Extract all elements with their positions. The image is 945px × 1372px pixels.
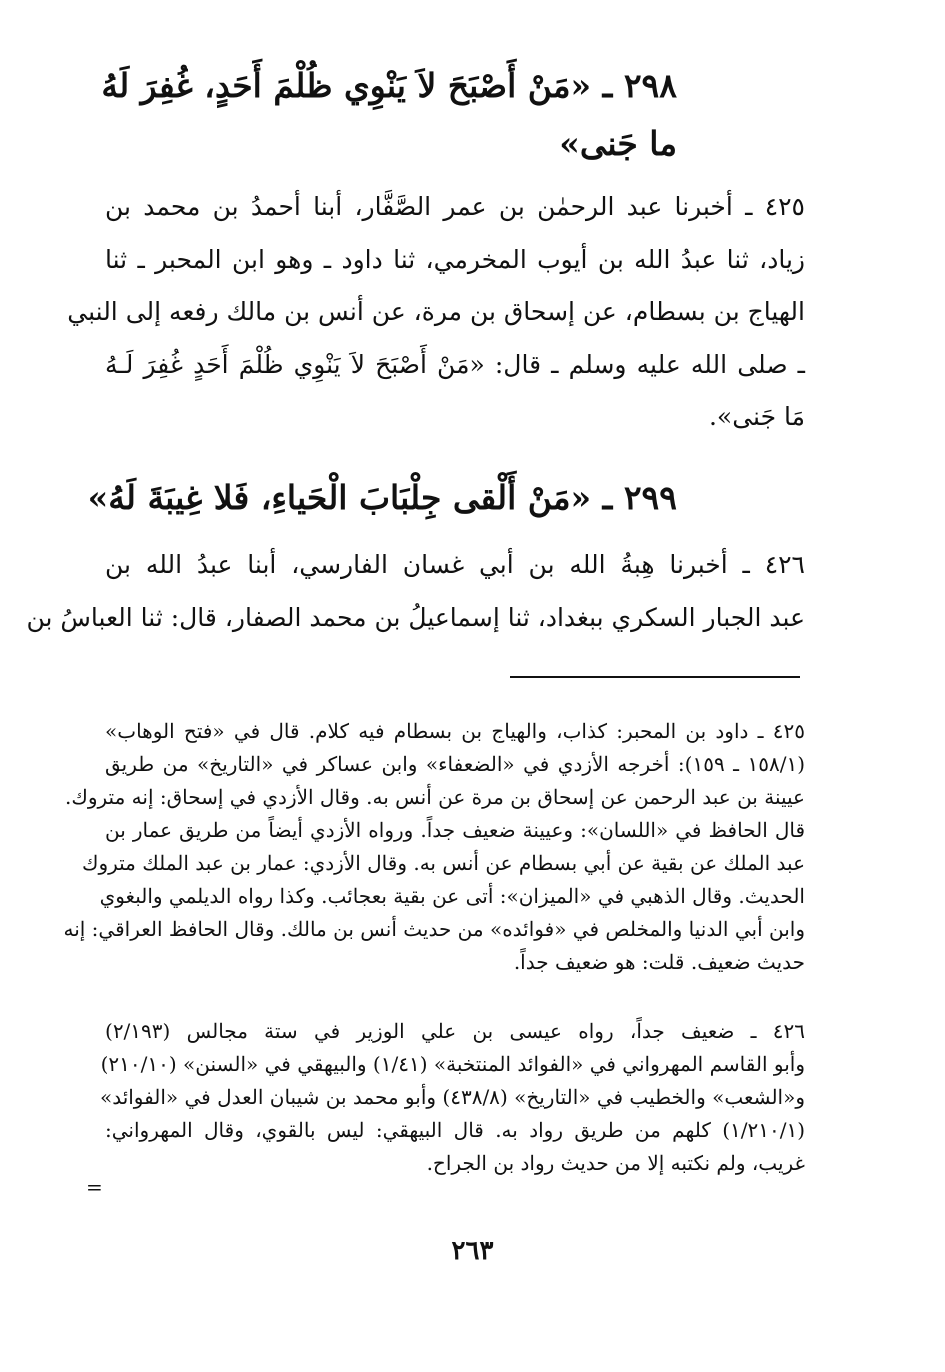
- heading-299: ٢٩٩ ـ «مَنْ أَلْقى جِلْبَابَ الْحَياءِ، فَلا غِيبَةَ لَهُ»: [87, 478, 677, 517]
- footnote-425-line-1: ٤٢٥ ـ داود بن المحبر: كذاب، والهياج بن بسطام فيه كلام. قال في «فتح الوهاب»: [105, 719, 805, 743]
- footnote-426-line-2: وأبو القاسم المهرواني في «الفوائد المنتخبة» (١/٤١) والبيهقي في «السنن» (٢١٠/١٠): [100, 1052, 805, 1076]
- heading-298-line2: ما جَنى»: [559, 124, 677, 163]
- hadith-425-line-2: زياد، ثنا عبدُ الله بن أيوب المخرمي، ثنا داود ـ وهو ابن المحبر ـ ثنا: [105, 245, 805, 274]
- footnote-425-line-5: عبد الملك عن بقية عن أبي بسطام عن أنس به. وقال الأزدي: عمار بن عبد الملك متروك: [81, 851, 805, 875]
- footnote-426-line-4: (١/٢١٠/١) كلهم من طريق رواد به. قال البيهقي: ليس بالقوي، وقال المهرواني:: [105, 1118, 805, 1142]
- hadith-425-line-5: مَا جَنى».: [708, 402, 805, 431]
- heading-298-line1: ٢٩٨ ـ «مَنْ أَصْبَحَ لاَ يَنْوِي ظُلْمَ أَحَدٍ، غُفِرَ لَهُ: [101, 66, 677, 105]
- continuation-mark: =: [86, 1175, 103, 1199]
- hadith-426-line-2: عبد الجبار السكري ببغداد، ثنا إسماعيلُ بن محمد الصفار، قال: ثنا العباسُ بن: [26, 603, 805, 632]
- footnote-425-line-4: قال الحافظ في «اللسان»: وعيينة ضعيف جداً. ورواه الأزدي أيضاً من طريق عمار بن: [105, 818, 805, 842]
- footnote-425-line-6: الحديث. وقال الذهبي في «الميزان»: أتى عن بقية بعجائب. وكذا رواه الديلمي والبغوي: [99, 884, 805, 908]
- hadith-425-line-3: الهياج بن بسطام، عن إسحاق بن مرة، عن أنس بن مالك رفعه إلى النبي: [67, 297, 805, 326]
- footnote-separator: [510, 676, 800, 678]
- footnote-425-line-3: عيينة بن عبد الرحمن عن إسحاق بن مرة عن أنس به. وقال الأزدي في إسحاق: إنه متروك.: [65, 785, 805, 809]
- footnote-426-line-1: ٤٢٦ ـ ضعيف جداً، رواه عيسى بن علي الوزير في ستة مجالس (٢/١٩٣): [105, 1019, 805, 1043]
- footnote-425-line-8: حديث ضعيف. قلت: هو ضعيف جداً.: [513, 950, 805, 974]
- footnote-426-line-5: غريب، ولم نكتبه إلا من حديث رواد بن الجراح.: [426, 1151, 805, 1175]
- footnote-425-line-7: وابن أبي الدنيا والمخلص في «فوائده» من حديث أنس بن مالك. وقال الحافظ العراقي: إنه: [63, 917, 805, 941]
- footnote-426-line-3: و«الشعب» والخطيب في «التاريخ» (٤٣٨/٨) وأبو محمد بن شيبان العدل في «الفوائد»: [99, 1085, 805, 1109]
- hadith-425-line-4: ـ صلى الله عليه وسلم ـ قال: «مَنْ أَصْبَحَ لاَ يَنْوِي ظُلْمَ أَحَدٍ غُفِرَ لَـهُ: [105, 350, 805, 379]
- page-number: ٢٦٣: [451, 1236, 494, 1266]
- hadith-425-line-1: ٤٢٥ ـ أخبرنا عبد الرحمٰن بن عمر الصَّفَّار، أبنا أحمدُ بن محمد بن: [105, 192, 805, 221]
- hadith-426-line-1: ٤٢٦ ـ أخبرنا هِبةُ الله بن أبي غسان الفارسي، أبنا عبدُ الله بن: [105, 550, 805, 579]
- footnote-425-line-2: (١٥٨/١ ـ ١٥٩): أخرجه الأزدي في «الضعفاء» وابن عساكر في «التاريخ» من طريق: [105, 752, 806, 776]
